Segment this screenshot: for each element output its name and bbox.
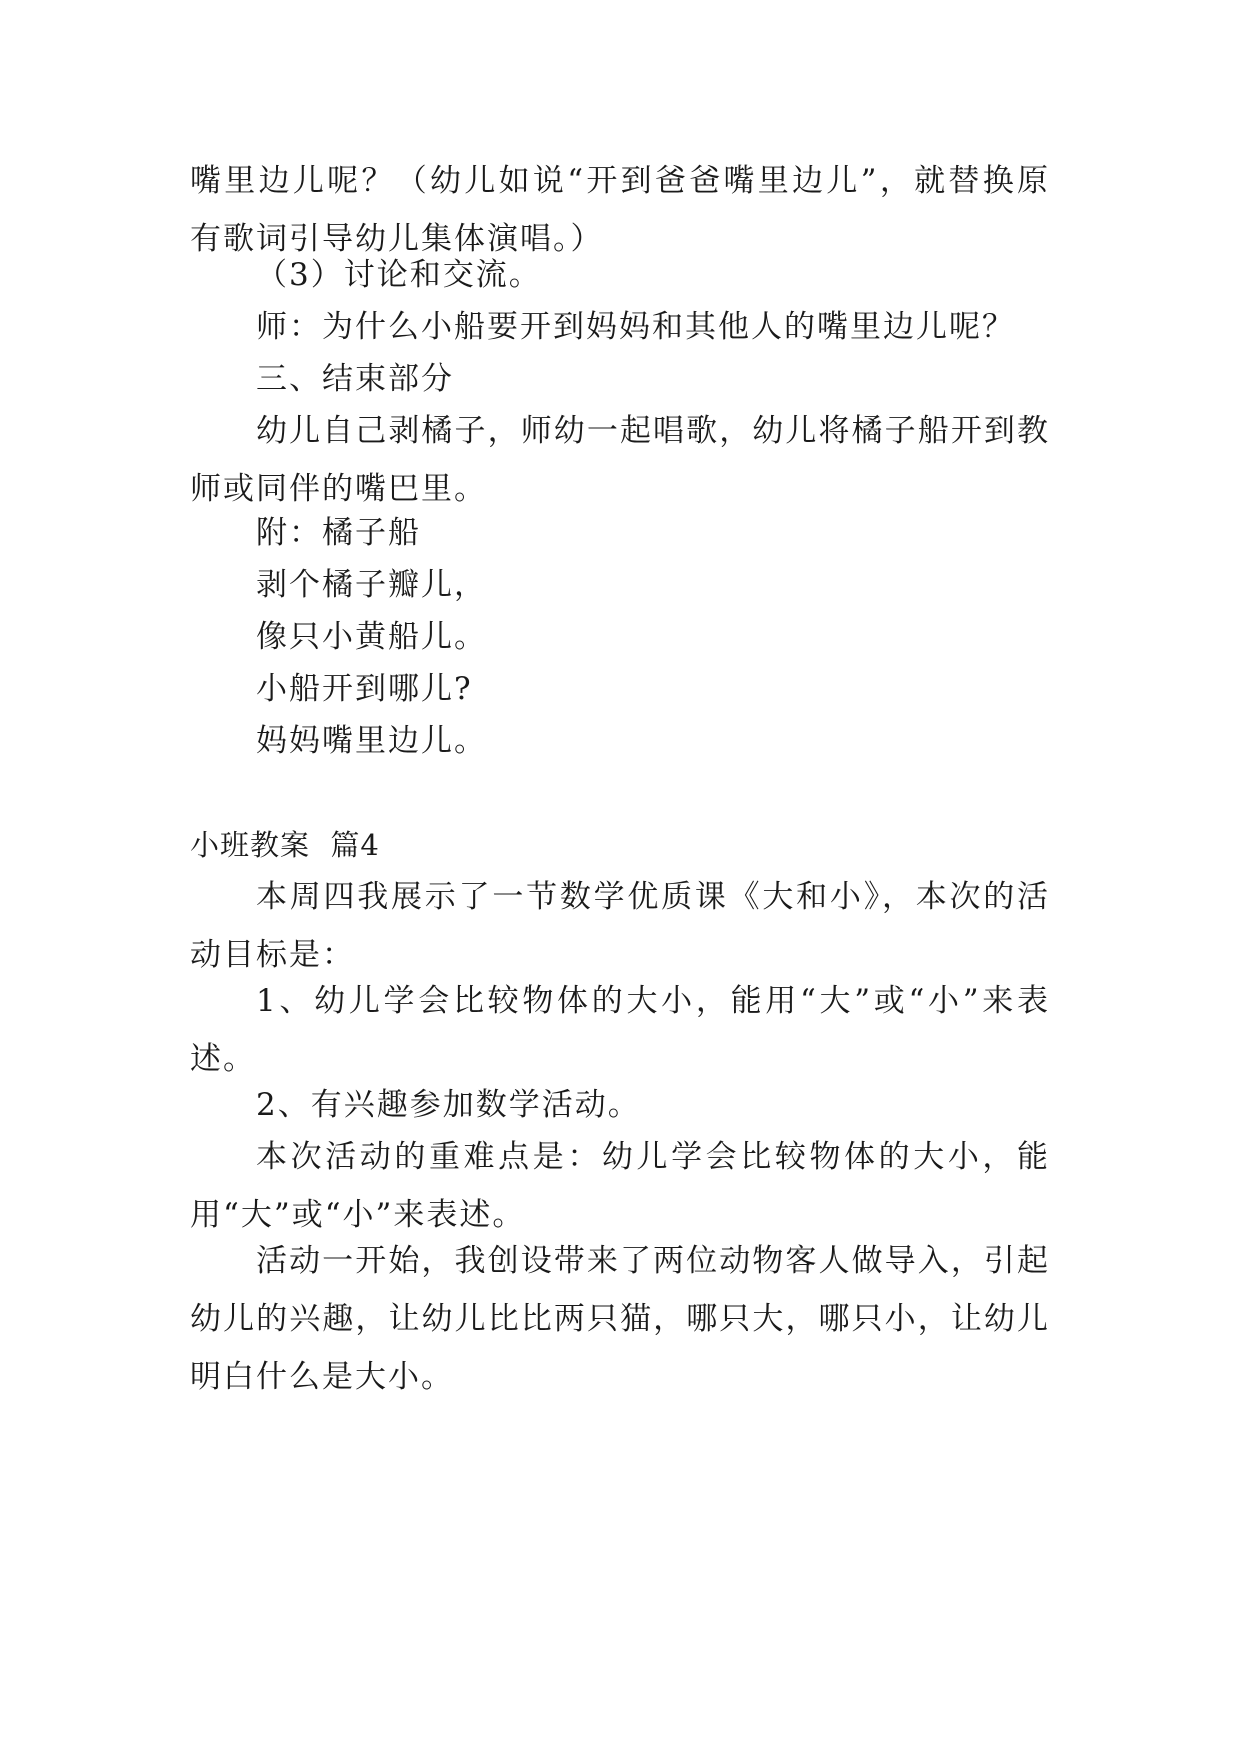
appendix-title: 附：橘子船	[256, 515, 421, 551]
paragraph-activity-start: 活动一开始，我创设带来了两位动物客人做导入，引起幼儿的兴趣，让幼儿比比两只猫，哪只大，哪只小，让幼儿明白什么是大小。	[190, 1243, 1050, 1395]
paragraph-intro: 本周四我展示了一节数学优质课《大和小》，本次的活动目标是：	[190, 879, 1050, 973]
lyric-line: 小船开到哪儿?	[256, 671, 473, 707]
section-ending-title: 三、结束部分	[256, 361, 454, 397]
section-heading: 小班教案 篇4	[190, 828, 380, 862]
paragraph-continued: 嘴里边儿呢？（幼儿如说“开到爸爸嘴里边儿”，就替换原有歌词引导幼儿集体演唱。）	[190, 163, 1050, 257]
lyric-line: 像只小黄船儿。	[256, 619, 487, 655]
paragraph-ending-activity: 幼儿自己剥橘子，师幼一起唱歌，幼儿将橘子船开到教师或同伴的嘴巴里。	[190, 413, 1050, 507]
paragraph-teacher-question: 师：为什么小船要开到妈妈和其他人的嘴里边儿呢？	[256, 309, 1015, 345]
paragraph-goal-1: 1、幼儿学会比较物体的大小，能用“大”或“小”来表述。	[190, 983, 1050, 1077]
paragraph-key-points: 本次活动的重难点是：幼儿学会比较物体的大小，能用“大”或“小”来表述。	[190, 1139, 1050, 1233]
paragraph-goal-2: 2、有兴趣参加数学活动。	[256, 1087, 641, 1123]
paragraph-discussion-step: （3）讨论和交流。	[256, 257, 542, 293]
lyric-line: 妈妈嘴里边儿。	[256, 723, 487, 759]
lyric-line: 剥个橘子瓣儿，	[256, 567, 487, 603]
